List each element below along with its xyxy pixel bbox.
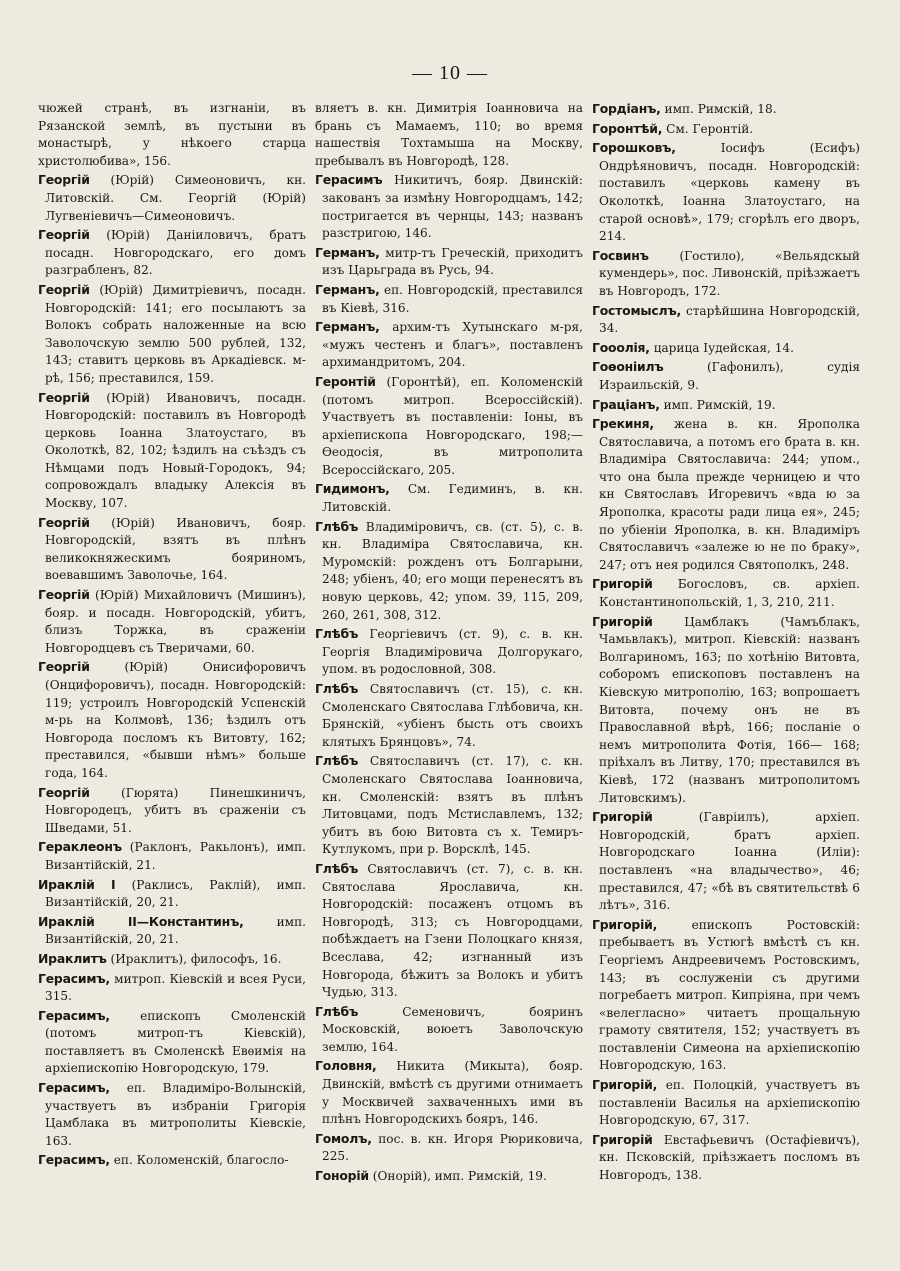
- entry-headword: Госвинъ: [592, 247, 649, 263]
- entry-text: Никитичъ, бояр. Двинскій: закованъ за измѣну Новгородцамъ, 142; постригается въ чернцы, 143; названъ разстригою, 146.: [322, 173, 583, 241]
- entry-text: вляетъ в. кн. Димитрія Іоанновича на брань съ Мамаемъ, 110; во время нашествія Тохтамыша на Москву, пребывалъ въ Новгородѣ, 128.: [315, 101, 583, 168]
- column-2: [315, 100, 583, 1187]
- index-entry: [38, 838, 306, 874]
- entry-headword: Григорій,: [592, 916, 658, 932]
- entry-headword: Герасимъ,: [38, 1152, 110, 1168]
- index-entry: [315, 1130, 583, 1166]
- index-entry: [38, 970, 306, 1006]
- entry-headword: Гордіанъ,: [592, 101, 661, 116]
- entry-headword: Глѣбъ: [315, 626, 359, 642]
- page-number: — 10 —: [412, 62, 488, 84]
- entry-headword: Гомолъ,: [315, 1130, 372, 1146]
- entry-headword: Геронтій: [315, 373, 376, 389]
- index-entry: [592, 358, 860, 394]
- entry-text: Никита (Микыта), бояр. Двинскій, вмѣстѣ съ другими отнимаетъ у Москвичей захваченныхъ ими въ плѣнъ Новгородскихъ бояръ, 146.: [322, 1059, 583, 1127]
- index-entry: [592, 120, 860, 139]
- entry-headword: Георгій: [38, 659, 90, 675]
- entry-text: (Юрій) Симеоновичъ, кн. Литовскій. См. Георгій (Юрій) Лугвеніевичъ—Симеоновичъ.: [45, 173, 306, 223]
- entry-headword: Германъ,: [315, 319, 380, 335]
- index-entry: [592, 396, 860, 415]
- column-1: [38, 100, 306, 1171]
- index-entry: [38, 226, 306, 280]
- index-entry: [592, 302, 860, 338]
- entry-text: имп. Римскій, 18.: [664, 102, 777, 116]
- entry-headword: Гостомыслъ,: [592, 302, 682, 318]
- index-entry: [38, 876, 306, 912]
- index-entry: [592, 613, 860, 808]
- index-entry: [592, 100, 860, 119]
- index-entry: [315, 680, 583, 751]
- entry-text: Георгіевичъ (ст. 9), с. в. кн. Георгія Владиміровича Долгорукаго, упом. въ родословной, 308.: [322, 627, 583, 677]
- entry-text: имп. Римскій, 19.: [663, 397, 776, 412]
- entry-text: Святославичъ (ст. 15), с. кн. Смоленскаго Святослава Глѣбовича, кн. Брянскій, «убіенъ бысть отъ своихъ клятыхъ Брянцовъ», 74.: [322, 682, 583, 749]
- index-entry: [315, 171, 583, 242]
- entry-text: еп. Владиміро-Волынскій, участвуетъ въ избраніи Григорія Цамблака въ митрополиты Кіевскіе, 163.: [45, 1081, 306, 1148]
- entry-text: епископъ Ростовскій: пребываетъ въ Устюгѣ вмѣстѣ съ кн. Георгіемъ Андреевичемъ Ростовскимъ, 143; въ сослуженіи съ другими погребаетъ митроп. Кипріяна, при чемъ «велегласно» читаетъ прощальную грамоту святителя, 152; участвуетъ въ поставленіи Симеона на архіепископію Новгородскую, 163.: [599, 917, 860, 1073]
- index-entry: [38, 1007, 306, 1078]
- entry-text: жена в. кн. Ярополка Святославича, а потомъ его брата в. кн. Владиміра Святославича: 244; упом., что она была прежде черницею и что кн Святославъ Игоревичъ «вда ю за Ярополка, красоты ради лица ея», 245; по убіеніи Ярополка, в. кн. Владиміръ Святославичъ «залеже ю не по браку», 247; отъ нея родился Святополкъ, 248.: [599, 417, 860, 572]
- entry-text: (Юрій) Димитріевичъ, посадн. Новгородскій: 141; его посылаютъ за Волокъ собрать наложенные на всю Заволочскую землю 500 рублей, 132, 143; ставитъ церковь въ Аркадіевск. м-рѣ, 156; преставился, 159.: [45, 282, 306, 385]
- column-3: [592, 100, 860, 1186]
- index-entry: [38, 281, 306, 388]
- index-entry: [592, 575, 860, 611]
- entry-text: Богословъ, св. архіеп. Константинопольскій, 1, 3, 210, 211.: [599, 577, 860, 610]
- entry-text: Святославичъ (ст. 7), с. в. кн. Святослава Ярославича, кн. Новгородскій: посаженъ отцомъ въ Новгородѣ, 313; съ Новгородцами, побѣждаетъ на Гзени Полоцкаго князя, Всеслава, 42; изгнанный изъ Новгорода, бѣжитъ за Волокъ и убитъ Чудью, 313.: [322, 861, 583, 1000]
- index-entry: [315, 373, 583, 480]
- index-entry: [38, 1151, 306, 1170]
- entry-text: (Юрій) Ивановичъ, бояр. Новгородскій, взятъ въ плѣнъ великокняжескимъ бояриномъ, воевавшимъ Заволочье, 164.: [45, 515, 306, 583]
- entry-text: (Ираклитъ), философъ, 16.: [110, 951, 282, 966]
- entry-text: (Юрій) Даніиловичъ, братъ посадн. Новгородскаго, его домъ разграбленъ, 82.: [45, 228, 306, 278]
- entry-headword: Гооолія,: [592, 339, 650, 355]
- entry-text: имп. Византійскій, 20, 21.: [45, 914, 306, 947]
- index-entry: [592, 339, 860, 358]
- index-entry: [315, 860, 583, 1002]
- entry-text: архим-тъ Хутынскаго м-ря, «мужъ честенъ и благъ», поставленъ архимандритомъ, 204.: [322, 320, 583, 370]
- entry-headword: Глѣбъ: [315, 1003, 359, 1019]
- entry-headword: Григорій: [592, 809, 653, 825]
- index-entry: [38, 171, 306, 225]
- entry-headword: Григорій: [592, 613, 653, 629]
- entry-text: Семеновичъ, бояринъ Московскій, воюетъ Заволочскую землю, 164.: [322, 1004, 583, 1054]
- entry-headword: Граціанъ,: [592, 396, 660, 412]
- entry-text: Евстафьевичъ (Остафіевичъ), кн. Псковскій, пріѣзжаетъ посломъ въ Новгородъ, 138.: [599, 1132, 860, 1183]
- entry-headword: Горонтѣй,: [592, 120, 663, 136]
- entry-headword: Григорій: [592, 576, 653, 592]
- index-entry: [38, 389, 306, 513]
- entry-text: (Юрій) Ивановичъ, посадн. Новгородскій: поставилъ въ Новгородѣ церковь Іоанна Златоустаго, въ Околоткѣ, 82, 102; ѣздилъ на съѣздъ съ Нѣмцами подъ Новый-Городокъ, 94; сопровождалъ владыку Алексія въ Москву, 107.: [45, 390, 306, 511]
- entry-text: (Гафонилъ), судія Израильскій, 9.: [599, 360, 860, 392]
- index-entry: [315, 1003, 583, 1057]
- index-entry: [315, 625, 583, 679]
- entry-headword: Ираклій I: [38, 876, 116, 892]
- entry-text: (Гостило), «Вельядскый кумендерь», пос. Ливонскій, пріѣзжаетъ въ Новгородъ, 172.: [599, 248, 860, 298]
- entry-headword: Глѣбъ: [315, 753, 359, 769]
- index-entry: [592, 916, 860, 1075]
- entry-headword: Гонорій: [315, 1168, 369, 1184]
- index-entry: [38, 514, 306, 585]
- entry-text: чюжей странѣ, въ изгнаніи, въ Рязанской землѣ, въ пустыни въ монастырѣ, у нѣкоего старца христолюбива», 156.: [38, 101, 306, 168]
- entry-headword: Германъ,: [315, 244, 380, 260]
- entry-text: епископъ Смоленскій (потомъ митроп-тъ Кіевскій), поставляетъ въ Смоленскѣ Евѳимія на архіепископію Новгородскую, 179.: [45, 1008, 306, 1076]
- entry-text: (Гавріилъ), архіеп. Новгородскій, братъ архіеп. Новгородскаго Іоанна (Иліи): поставленъ «на владычество», 46; преставился, 47; «бѣ въ святительствѣ 6 лѣтъ», 316.: [599, 810, 860, 913]
- entry-headword: Горошковъ,: [592, 140, 676, 156]
- entry-text: еп. Новгородскій, преставился въ Кіевѣ, 316.: [322, 282, 583, 315]
- entry-text: (Юрій) Михайловичъ (Мишинъ), бояр. и посадн. Новгородскій, убитъ, близъ Торжка, въ сраженіи Новгородцевъ съ Тверичами, 60.: [45, 588, 306, 655]
- index-entry: [315, 281, 583, 317]
- entry-text: (Раклисъ, Раклій), имп. Византійскій, 20, 21.: [45, 877, 306, 910]
- index-entry: [315, 100, 583, 170]
- entry-headword: Герасимъ,: [38, 970, 110, 986]
- index-entry: [38, 913, 306, 949]
- index-entry: [315, 1167, 583, 1186]
- index-entry: [315, 318, 583, 372]
- entry-text: Владиміровичъ, св. (ст. 5), с. в. кн. Владиміра Святославича, кн. Муромскій: рожденъ отъ Болгарыни, 248; убіенъ, 40; его мощи перенесятъ въ новую церковь, 42; упом. 39, 115, 209, 260, 261, 308, 312.: [322, 519, 583, 622]
- index-entry: [592, 247, 860, 301]
- index-entry: [38, 1079, 306, 1150]
- entry-text: царица Іудейская, 14.: [653, 340, 794, 355]
- entry-text: старѣйшина Новгородскій, 34.: [599, 303, 860, 336]
- entry-text: пос. в. кн. Игоря Рюриковича, 225.: [322, 1131, 583, 1164]
- index-entry: [315, 480, 583, 516]
- index-entry: [38, 586, 306, 657]
- entry-headword: Германъ,: [315, 281, 380, 297]
- entry-text: митроп. Кіевскій и всея Руси, 315.: [45, 971, 306, 1004]
- entry-headword: Головня,: [315, 1058, 377, 1074]
- index-entry: [38, 658, 306, 782]
- entry-headword: Герасимъ: [315, 172, 383, 188]
- entry-headword: Георгій: [38, 281, 90, 297]
- entry-text: Святославичъ (ст. 17), с. кн. Смоленскаго Святослава Іоанновича, кн. Смоленскій: взятъ въ плѣнъ Литовцами, подъ Мстиславлемъ, 132; убитъ въ бою Витовта съ х. Темиръ-Кутлукомъ, при р. Ворсклѣ, 145.: [322, 754, 583, 857]
- entry-headword: Глѣбъ: [315, 860, 359, 876]
- entry-text: (Гюрята) Пинешкиничъ, Новгородецъ, убитъ въ сраженіи съ Шведами, 51.: [45, 785, 306, 835]
- entry-text: (Раклонъ, Ракьлонъ), имп. Византійскій, 21.: [45, 840, 306, 872]
- entry-headword: Григорій: [592, 1131, 653, 1147]
- entry-headword: Григорій,: [592, 1077, 658, 1093]
- index-entry: [315, 244, 583, 280]
- entry-headword: Герасимъ,: [38, 1080, 110, 1096]
- index-entry: [592, 415, 860, 574]
- entry-headword: Глѣбъ: [315, 681, 359, 696]
- entry-headword: Георгій: [38, 227, 90, 243]
- entry-text: митр-тъ Греческій, приходитъ изъ Царьграда въ Русь, 94.: [322, 245, 583, 278]
- entry-headword: Георгій: [38, 514, 90, 530]
- entry-headword: Глѣбъ: [315, 518, 359, 534]
- entry-headword: Ираклій II—Константинъ,: [38, 913, 244, 929]
- entry-text: Іосифъ (Есифъ) Ондрѣяновичъ, посадн. Новгородскій: поставилъ «церковь камену въ Околоткѣ, Іоанна Златоустаго, на старой основѣ», 179; сгорѣлъ его дворъ, 214.: [599, 141, 860, 244]
- entry-headword: Георгій: [38, 784, 90, 800]
- entry-text: (Юрій) Онисифоровичъ (Онцифоровичъ), посадн. Новгородскій: 119; устроилъ Новгородскій Успенскій м-рь на Колмовѣ, 136; ѣздилъ отъ Новгорода посломъ къ Витовту, 162; преставился, «бывши нѣмъ» больше года, 164.: [45, 660, 306, 780]
- index-entry: [592, 808, 860, 915]
- entry-headword: Георгій: [38, 389, 90, 405]
- index-entry: [592, 1131, 860, 1185]
- entry-text: еп. Полоцкій, участвуетъ въ поставленіи Василья на архіепископію Новгородскую, 67, 317.: [599, 1078, 860, 1128]
- entry-text: еп. Коломенскій, благосло-: [113, 1153, 289, 1168]
- entry-headword: Ираклитъ: [38, 950, 107, 966]
- index-entry: [315, 752, 583, 859]
- index-entry: [592, 1076, 860, 1130]
- entry-headword: Георгій: [38, 587, 90, 603]
- entry-text: Цамблакъ (Чамъблакъ, Чамьвлакъ), митроп. Кіевскій: названъ Волгариномъ, 163; по хотѣнію Витовта, соборомъ епископовъ поставленъ на Кіевскую митрополію, 163; вопрошаетъ Витовта, почему онъ не въ Православной вѣрѣ, 166; посланіе о немъ митрополита Фотія, 166— 168; пріѣхалъ въ Литву, 170; преставился въ Кіевѣ, 172 (названъ митрополитомъ Литовскимъ).: [599, 614, 860, 805]
- entry-text: См. Гедиминъ, в. кн. Литовскій.: [322, 482, 583, 515]
- entry-text: (Онорій), имп. Римскій, 19.: [372, 1169, 547, 1184]
- index-entry: [38, 784, 306, 838]
- entry-headword: Герасимъ,: [38, 1007, 110, 1023]
- index-entry: [315, 1057, 583, 1128]
- index-entry: [38, 100, 306, 170]
- entry-headword: Георгій: [38, 172, 90, 188]
- entry-headword: Гидимонъ,: [315, 481, 390, 497]
- index-entry: [38, 950, 306, 969]
- entry-headword: Гоѳоніилъ: [592, 359, 664, 375]
- entry-headword: Гераклеонъ: [38, 839, 122, 855]
- entry-text: (Горонтѣй), еп. Коломенскій (потомъ митроп. Всероссійскій). Участвуетъ въ поставленіи: Іоны, въ архіепископа Новгородскаго, 198;— Ѳеодосія, въ митрополита Всероссійскаго, 205.: [322, 374, 583, 477]
- index-entry: [592, 139, 860, 246]
- index-entry: [315, 518, 583, 625]
- entry-headword: Грекиня,: [592, 416, 654, 432]
- entry-text: См. Геронтій.: [666, 121, 754, 136]
